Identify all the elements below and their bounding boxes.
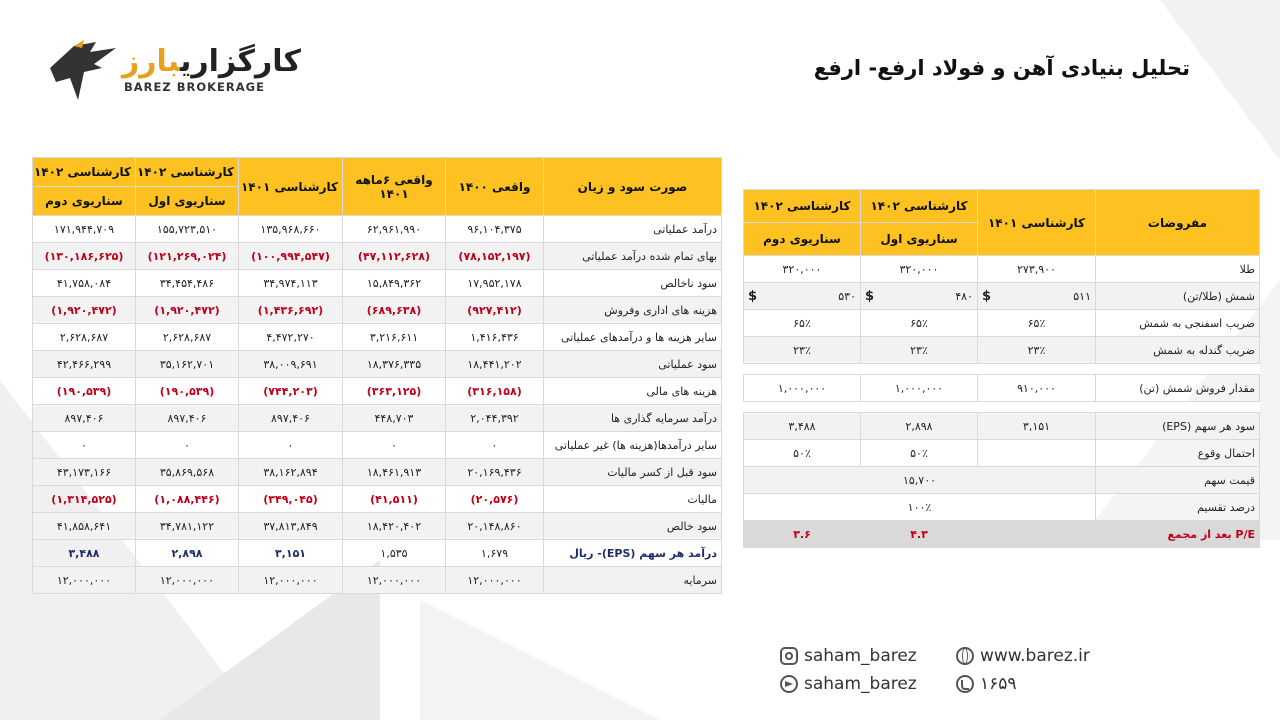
cell-value: (۶۸۹,۶۳۸) [343, 297, 446, 324]
cell-value: ۱۸,۳۷۶,۳۳۵ [343, 351, 446, 378]
assumption-value: ۴.۳ [861, 521, 978, 548]
assumptions-header-label: مفروضات [1096, 190, 1260, 256]
cell-value: ۱۲,۰۰۰,۰۰۰ [239, 567, 343, 594]
income-header-1402-s1: کارشناسی ۱۴۰۲ [136, 158, 239, 187]
assumptions-header-1402-s1: کارشناسی ۱۴۰۲ [861, 190, 978, 223]
cell-value: ۱۲,۰۰۰,۰۰۰ [33, 567, 136, 594]
income-table-body [33, 216, 722, 594]
telegram-contact[interactable] [780, 674, 917, 694]
website-url: www.barez.ir [980, 646, 1090, 666]
cell-value: ۱,۵۳۵ [343, 540, 446, 567]
row-label: درآمد سرمایه گذاری ها [544, 405, 722, 432]
assumptions-header-1401: کارشناسی ۱۴۰۱ [978, 190, 1096, 256]
assumption-value: ۱۵,۷۰۰ [744, 467, 1096, 494]
assumption-value [978, 440, 1096, 467]
cell-value: (۳۴۹,۰۴۵) [239, 486, 343, 513]
assumption-label: احتمال وقوع [1096, 440, 1260, 467]
logo-text-fa: کارگزاریبارز [122, 44, 301, 79]
assumptions-header-1402-s2: کارشناسی ۱۴۰۲ [744, 190, 861, 223]
row-label: بهای تمام شده درآمد عملیاتی [544, 243, 722, 270]
telegram-handle: saham_barez [804, 674, 917, 694]
cell-value: ۱۲,۰۰۰,۰۰۰ [136, 567, 239, 594]
assumption-value: ۹۱۰,۰۰۰ [978, 375, 1096, 402]
cell-value: (۱,۰۸۸,۴۴۶) [136, 486, 239, 513]
assumption-row-payout [744, 494, 1260, 521]
assumption-value: ۶۵٪ [978, 310, 1096, 337]
cell-value: (۱۹۰,۵۳۹) [136, 378, 239, 405]
assumption-value: ۲۳٪ [978, 337, 1096, 364]
cell-value: ۱۲,۰۰۰,۰۰۰ [446, 567, 544, 594]
cell-value: ۱,۶۷۹ [446, 540, 544, 567]
assumption-value: ۲۳٪ [744, 337, 861, 364]
assumption-value [978, 521, 1096, 548]
cell-value: ۸۹۷,۴۰۶ [239, 405, 343, 432]
cell-value: ۳۴,۹۷۴,۱۱۳ [239, 270, 343, 297]
income-header-scenario-1: سناریوی اول [136, 187, 239, 216]
cell-value: ۲۰,۱۶۹,۴۳۶ [446, 459, 544, 486]
assumption-row-pe [744, 521, 1260, 548]
cell-value: ۰ [239, 432, 343, 459]
assumption-label: مقدار فروش شمش (تن) [1096, 375, 1260, 402]
assumption-label: طلا [1096, 256, 1260, 283]
assumption-value: $ ۴۸۰ [861, 283, 978, 310]
row-label: هزینه های مالی [544, 378, 722, 405]
income-header-6m1401: واقعی ۶ماهه ۱۴۰۱ [343, 158, 446, 216]
table-row [33, 216, 722, 243]
cell-value: ۳۷,۸۱۳,۸۴۹ [239, 513, 343, 540]
assumption-value: ۳,۴۸۸ [744, 413, 861, 440]
phone-icon [956, 675, 974, 693]
cell-value: ۲,۶۲۸,۶۸۷ [33, 324, 136, 351]
assumption-value: ۲,۸۹۸ [861, 413, 978, 440]
cell-value: (۳۱۶,۱۵۸) [446, 378, 544, 405]
table-row [33, 270, 722, 297]
instagram-contact[interactable] [780, 646, 917, 666]
assumption-row-probability [744, 440, 1260, 467]
background-shape [420, 600, 660, 720]
assumption-value: ۳.۶ [744, 521, 861, 548]
row-label: سود ناخالص [544, 270, 722, 297]
row-label: مالیات [544, 486, 722, 513]
cell-value: ۲,۸۹۸ [136, 540, 239, 567]
assumption-row-eps [744, 413, 1260, 440]
assumption-value: ۵۰٪ [744, 440, 861, 467]
dollar-icon: $ [982, 288, 992, 304]
phone-contact[interactable] [956, 674, 1017, 694]
row-label: درآمد عملیاتی [544, 216, 722, 243]
logo-text-en: BAREZ BROKERAGE [124, 80, 265, 94]
phone-number: ۱۶۵۹ [980, 674, 1017, 694]
cell-value: (۷۸,۱۵۲,۱۹۷) [446, 243, 544, 270]
table-row [33, 378, 722, 405]
income-header-1402-s2: کارشناسی ۱۴۰۲ [33, 158, 136, 187]
cell-value: (۱,۹۲۰,۴۷۲) [33, 297, 136, 324]
cell-value: ۱۵,۸۴۹,۳۶۲ [343, 270, 446, 297]
assumption-label: درصد تقسیم [1096, 494, 1260, 521]
income-header-scenario-2: سناریوی دوم [33, 187, 136, 216]
cell-value: (۴۷,۱۱۲,۶۲۸) [343, 243, 446, 270]
cell-value: (۱۰۰,۹۹۴,۵۴۷) [239, 243, 343, 270]
table-row [33, 486, 722, 513]
assumption-label: ضریب گندله به شمش [1096, 337, 1260, 364]
telegram-icon [780, 675, 798, 693]
instagram-icon [780, 647, 798, 665]
cell-value: (۲۰,۵۷۶) [446, 486, 544, 513]
cell-value: ۰ [136, 432, 239, 459]
assumption-row-share-price [744, 467, 1260, 494]
table-row [33, 432, 722, 459]
cell-value: ۶۲,۹۶۱,۹۹۰ [343, 216, 446, 243]
cell-value: ۳,۲۱۶,۶۱۱ [343, 324, 446, 351]
cell-value: ۳۸,۱۶۲,۸۹۴ [239, 459, 343, 486]
row-label: سرمایه [544, 567, 722, 594]
brand-logo [40, 36, 301, 106]
assumption-label: سود هر سهم (EPS) [1096, 413, 1260, 440]
cell-value: ۰ [343, 432, 446, 459]
assumption-value: ۶۵٪ [861, 310, 978, 337]
cell-value: ۱,۴۱۶,۴۳۶ [446, 324, 544, 351]
assumption-row-sales-qty [744, 375, 1260, 402]
cell-value: (۱,۹۲۰,۴۷۲) [136, 297, 239, 324]
eagle-logo-icon [44, 38, 122, 104]
table-row [33, 351, 722, 378]
assumption-value: ۲۷۳,۹۰۰ [978, 256, 1096, 283]
cell-value: ۳۵,۱۶۲,۷۰۱ [136, 351, 239, 378]
cell-value: ۹۶,۱۰۴,۳۷۵ [446, 216, 544, 243]
page-title: تحلیل بنیادی آهن و فولاد ارفع- ارفع [813, 56, 1190, 80]
assumption-value: ۵۰٪ [861, 440, 978, 467]
cell-value: (۱۹۰,۵۳۹) [33, 378, 136, 405]
cell-value: (۱,۳۱۴,۵۲۵) [33, 486, 136, 513]
cell-value: (۹۲۷,۴۱۲) [446, 297, 544, 324]
row-label: سایر درآمدها(هزینه ها) غیر عملیاتی [544, 432, 722, 459]
cell-value: (۷۴۴,۲۰۳) [239, 378, 343, 405]
website-contact[interactable] [956, 646, 1090, 666]
assumption-label: قیمت سهم [1096, 467, 1260, 494]
table-row [33, 567, 722, 594]
instagram-handle: saham_barez [804, 646, 917, 666]
assumption-label: ضریب اسفنجی به شمش [1096, 310, 1260, 337]
table-spacer [744, 402, 1260, 413]
assumption-value: ۳,۱۵۱ [978, 413, 1096, 440]
row-label: سود عملیاتی [544, 351, 722, 378]
table-row [33, 459, 722, 486]
table-row [33, 540, 722, 567]
assumption-row-gold [744, 256, 1260, 283]
assumption-label: P/E بعد از مجمع [1096, 521, 1260, 548]
income-header-label: صورت سود و زیان [544, 158, 722, 216]
cell-value: ۲۰,۱۴۸,۸۶۰ [446, 513, 544, 540]
assumption-row-pellet-coef [744, 337, 1260, 364]
assumption-value: ۲۳٪ [861, 337, 978, 364]
table-row [33, 297, 722, 324]
table-spacer [744, 364, 1260, 375]
assumptions-table [743, 189, 1260, 548]
assumption-row-sponge-coef [744, 310, 1260, 337]
table-row [33, 324, 722, 351]
cell-value: ۴,۴۷۲,۲۷۰ [239, 324, 343, 351]
cell-value: ۳۸,۰۰۹,۶۹۱ [239, 351, 343, 378]
background-shape [1160, 0, 1280, 160]
cell-value: ۱۵۵,۷۲۳,۵۱۰ [136, 216, 239, 243]
cell-value: ۱۸,۴۲۰,۴۰۲ [343, 513, 446, 540]
cell-value: (۱,۴۳۶,۶۹۲) [239, 297, 343, 324]
cell-value: ۳۵,۸۶۹,۵۶۸ [136, 459, 239, 486]
cell-value: ۸۹۷,۴۰۶ [136, 405, 239, 432]
row-label: سایر هزینه ها و درآمدهای عملیاتی [544, 324, 722, 351]
row-label: درآمد هر سهم (EPS)- ریال [544, 540, 722, 567]
row-label: سود خالص [544, 513, 722, 540]
cell-value: ۴۳,۱۷۳,۱۶۶ [33, 459, 136, 486]
cell-value: ۸۹۷,۴۰۶ [33, 405, 136, 432]
cell-value: (۴۱,۵۱۱) [343, 486, 446, 513]
cell-value: ۱۷,۹۵۲,۱۷۸ [446, 270, 544, 297]
cell-value: ۲,۰۴۴,۳۹۲ [446, 405, 544, 432]
cell-value: ۳,۴۸۸ [33, 540, 136, 567]
table-row [33, 513, 722, 540]
cell-value: ۳۴,۴۵۴,۴۸۶ [136, 270, 239, 297]
assumption-value: ۳۲۰,۰۰۰ [861, 256, 978, 283]
globe-icon [956, 647, 974, 665]
cell-value: (۱۳۰,۱۸۶,۶۲۵) [33, 243, 136, 270]
cell-value: (۱۲۱,۲۶۹,۰۲۴) [136, 243, 239, 270]
income-statement-table [32, 157, 722, 594]
assumption-value: ۱,۰۰۰,۰۰۰ [744, 375, 861, 402]
income-header-1401: کارشناسی ۱۴۰۱ [239, 158, 343, 216]
assumption-value: ۱۰۰٪ [744, 494, 1096, 521]
income-header-1400: واقعی ۱۴۰۰ [446, 158, 544, 216]
cell-value: ۲,۶۲۸,۶۸۷ [136, 324, 239, 351]
dollar-icon: $ [748, 288, 758, 304]
assumptions-header-scenario-1: سناریوی اول [861, 223, 978, 256]
cell-value: ۴۱,۸۵۸,۶۴۱ [33, 513, 136, 540]
row-label: هزینه های اداری وفروش [544, 297, 722, 324]
assumption-value: ۶۵٪ [744, 310, 861, 337]
assumption-label: شمش (طلا/تن) [1096, 283, 1260, 310]
assumption-value: ۳۲۰,۰۰۰ [744, 256, 861, 283]
cell-value: ۳,۱۵۱ [239, 540, 343, 567]
table-row [33, 405, 722, 432]
cell-value: ۳۴,۷۸۱,۱۲۲ [136, 513, 239, 540]
cell-value: ۱۷۱,۹۴۴,۷۰۹ [33, 216, 136, 243]
assumption-value: ۱,۰۰۰,۰۰۰ [861, 375, 978, 402]
cell-value: ۱۸,۴۶۱,۹۱۳ [343, 459, 446, 486]
cell-value: ۰ [33, 432, 136, 459]
cell-value: ۴۲,۴۶۶,۲۹۹ [33, 351, 136, 378]
cell-value: ۱۳۵,۹۶۸,۶۶۰ [239, 216, 343, 243]
dollar-icon: $ [865, 288, 875, 304]
cell-value: ۱۸,۴۴۱,۲۰۲ [446, 351, 544, 378]
cell-value: ۴۴۸,۷۰۳ [343, 405, 446, 432]
cell-value: ۰ [446, 432, 544, 459]
assumptions-header-scenario-2: سناریوی دوم [744, 223, 861, 256]
assumption-value: $ ۵۳۰ [744, 283, 861, 310]
cell-value: ۴۱,۷۵۸,۰۸۴ [33, 270, 136, 297]
table-row [33, 243, 722, 270]
assumption-row-ingot [744, 283, 1260, 310]
assumption-value: $ ۵۱۱ [978, 283, 1096, 310]
row-label: سود قبل از کسر مالیات [544, 459, 722, 486]
cell-value: ۱۲,۰۰۰,۰۰۰ [343, 567, 446, 594]
cell-value: (۳۶۳,۱۲۵) [343, 378, 446, 405]
